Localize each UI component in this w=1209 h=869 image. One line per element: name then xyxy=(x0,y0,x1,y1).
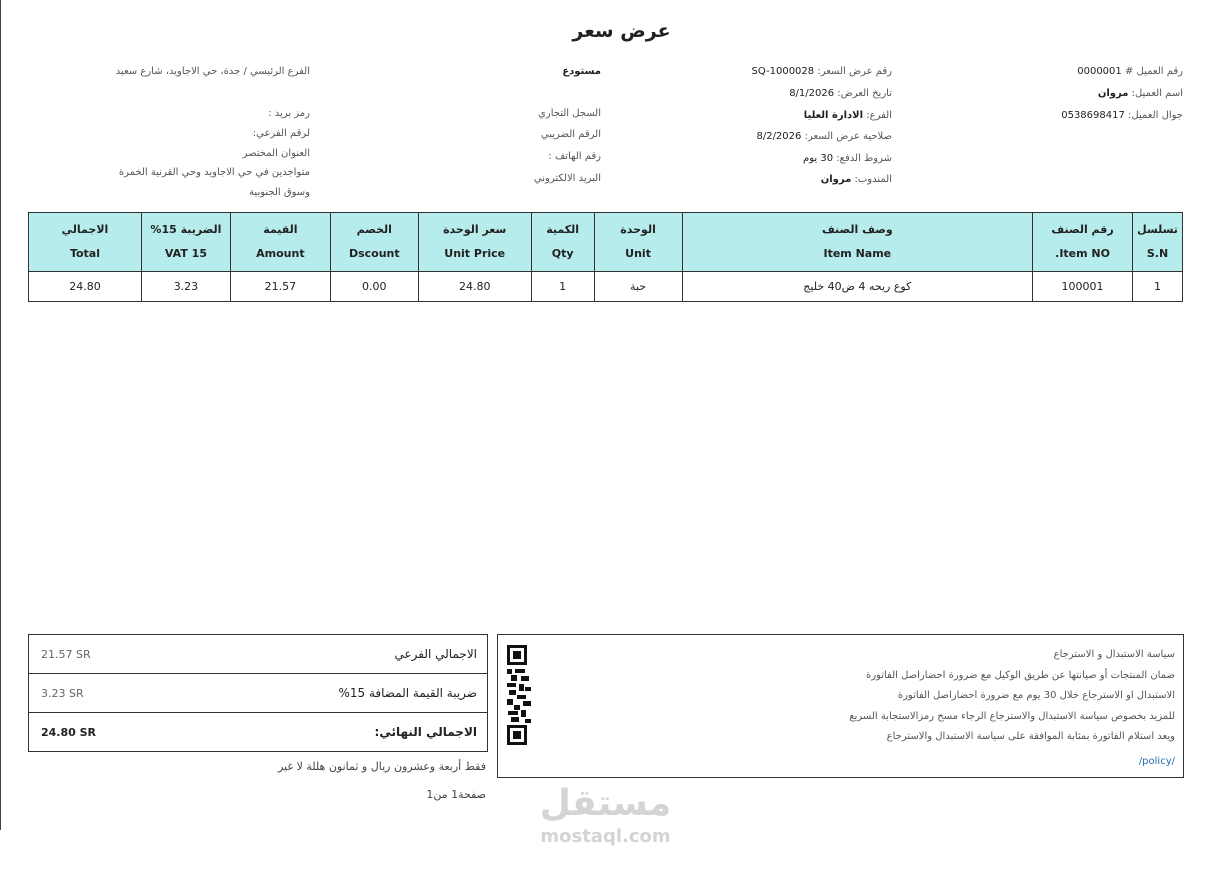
quote-payment xyxy=(803,153,892,164)
cell-item-no: 100001 xyxy=(1033,272,1133,302)
quote-payment-label: شروط الدفع: xyxy=(836,153,892,164)
totals-box xyxy=(28,634,488,752)
company-location-2: وسوق الجنوبية xyxy=(249,187,310,198)
customer-number-label: رقم العميل # xyxy=(1124,66,1183,77)
header-qty xyxy=(531,213,594,272)
cell-qty: 1 xyxy=(531,272,594,302)
header-en: Qty xyxy=(551,247,574,260)
company-location-1: متواجدين في حي الاجاويد وحي القرنية الخمرة xyxy=(118,167,310,178)
header-en: VAT 15 xyxy=(164,247,207,260)
document-title: عرض سعر xyxy=(572,20,671,42)
quote-payment-value: 30 يوم xyxy=(803,153,834,164)
header-en: Unit xyxy=(625,247,651,260)
warehouse-name-text: مستودع xyxy=(562,66,601,77)
grand-total-label: الاجمالي النهائي: xyxy=(374,725,477,739)
company-branch-no: لرقم الفرعي: xyxy=(252,128,310,139)
header-ar: الضريبة 15% xyxy=(150,223,222,236)
vat-value: 3.23 SR xyxy=(41,686,84,700)
header-ar: الكمية xyxy=(546,223,580,236)
header-ar: الخصم xyxy=(356,223,392,236)
table-row xyxy=(29,272,1183,302)
cell-item-name: كوع ريحه 4 ض40 خليج xyxy=(682,272,1033,302)
header-en: Item NO. xyxy=(1055,247,1110,260)
header-ar: سعر الوحدة xyxy=(443,223,507,236)
header-discount xyxy=(330,213,418,272)
customer-mobile-value: 0538698417 xyxy=(1061,110,1125,121)
policy-line: سياسة الاستبدال و الاسترجاع xyxy=(1053,649,1175,660)
page-border xyxy=(0,0,1,830)
cell-sn: 1 xyxy=(1133,272,1183,302)
warehouse-email: البريد الالكتروني xyxy=(533,173,601,184)
cell-amount: 21.57 xyxy=(230,272,330,302)
header-amount xyxy=(230,213,330,272)
header-en: S.N xyxy=(1146,247,1169,260)
grand-total-value: 24.80 SR xyxy=(41,725,97,739)
watermark-logo xyxy=(528,782,683,848)
warehouse-cr: السجل التجاري xyxy=(538,108,601,119)
warehouse-tax: الرقم الضريبي xyxy=(540,129,601,140)
subtotal-value: 21.57 SR xyxy=(41,647,91,661)
customer-number-value: 0000001 xyxy=(1077,66,1122,77)
quote-number-value: SQ-1000028 xyxy=(751,66,815,77)
header-en: Item Name xyxy=(823,247,892,260)
page-number: صفحة1 من1 xyxy=(426,788,486,801)
header-en: Amount xyxy=(256,247,305,260)
cell-vat: 3.23 xyxy=(141,272,230,302)
customer-name-label: اسم العميل: xyxy=(1131,88,1183,99)
quote-validity-value: 8/2/2026 xyxy=(756,131,802,142)
policy-line: الاستبدال او الاسترجاع خلال 30 يوم مع ضرورة احضاراصل الفاتورة xyxy=(897,690,1175,701)
quote-number xyxy=(752,66,893,77)
header-ar: القيمة xyxy=(263,223,298,236)
header-ar: الاجمالي xyxy=(61,223,109,236)
quote-branch xyxy=(804,110,892,121)
header-ar: الوحدة xyxy=(620,223,656,236)
cell-total: 24.80 xyxy=(29,272,142,302)
header-item-no xyxy=(1033,213,1133,272)
quote-validity xyxy=(756,131,892,142)
company-short-address: العنوان المختصر xyxy=(242,148,310,159)
header-ar: رقم الصنف xyxy=(1051,223,1114,236)
quote-date-label: تاريخ العرض: xyxy=(837,88,892,99)
warehouse-name xyxy=(562,66,601,77)
customer-name xyxy=(1098,88,1183,99)
header-en: Unit Price xyxy=(444,247,506,260)
quote-rep-label: المندوب: xyxy=(854,174,892,185)
subtotal-row xyxy=(29,635,487,674)
header-sn xyxy=(1133,213,1183,272)
quote-number-label: رقم عرض السعر: xyxy=(817,66,892,77)
policy-box xyxy=(497,634,1184,778)
cell-discount: 0.00 xyxy=(330,272,418,302)
quote-branch-value: الادارة العليا xyxy=(803,110,864,121)
vat-label: ضريبة القيمة المضافة 15% xyxy=(338,686,477,700)
header-unit xyxy=(594,213,682,272)
grand-total-row xyxy=(29,713,487,751)
customer-mobile xyxy=(1061,110,1183,121)
policy-line: للمزيد بخصوص سياسة الاستبدال والاسترجاع الرجاء مسح رمزالاستجابة السريع xyxy=(849,710,1175,722)
header-ar: تسلسل xyxy=(1137,223,1178,236)
header-item-name xyxy=(682,213,1033,272)
qr-code-icon xyxy=(507,645,531,745)
company-postal-code: رمز بريد : xyxy=(268,108,310,119)
header-vat xyxy=(141,213,230,272)
subtotal-label: الاجمالي الفرعي xyxy=(394,647,477,661)
quote-rep-value: مروان xyxy=(820,174,852,185)
quote-validity-label: صلاحية عرض السعر: xyxy=(804,131,892,142)
items-table xyxy=(28,212,1183,302)
cell-unit-price: 24.80 xyxy=(418,272,531,302)
customer-mobile-label: جوال العميل: xyxy=(1128,110,1183,121)
policy-text xyxy=(849,645,1175,748)
cell-unit: حبة xyxy=(594,272,682,302)
header-en: Dscount xyxy=(348,247,400,260)
table-header-row xyxy=(29,213,1183,272)
watermark-english: mostaql.com xyxy=(540,826,671,847)
quote-branch-label: الفرع: xyxy=(866,110,892,121)
company-main-branch: الفرع الرئيسي / جدة، حي الاجاويد، شارع سعيد xyxy=(115,66,310,77)
header-unit-price xyxy=(418,213,531,272)
quote-date-value: 8/1/2026 xyxy=(789,88,835,99)
amount-in-words: فقط أربعة وعشرون ريال و ثمانون هللة لا غير xyxy=(277,760,486,773)
customer-number xyxy=(1077,66,1183,77)
header-ar: وصف الصنف xyxy=(821,223,893,236)
warehouse-phone: رقم الهاتف : xyxy=(548,151,601,162)
vat-row xyxy=(29,674,487,713)
policy-line: ضمان المنتجات أو صيانتها عن طريق الوكيل مع ضرورة احضاراصل الفاتورة xyxy=(865,669,1175,681)
watermark-arabic: مستقل xyxy=(539,783,672,824)
customer-name-value: مروان xyxy=(1097,88,1129,99)
quote-date xyxy=(789,88,892,99)
quote-rep xyxy=(821,174,892,185)
policy-line: ويعد استلام الفاتورة بمثابة الموافقة على سياسة الاستبدال والاسترجاع xyxy=(886,731,1175,742)
header-en: Total xyxy=(69,247,101,260)
policy-link[interactable]: /policy/ xyxy=(1138,756,1175,767)
header-total xyxy=(29,213,142,272)
